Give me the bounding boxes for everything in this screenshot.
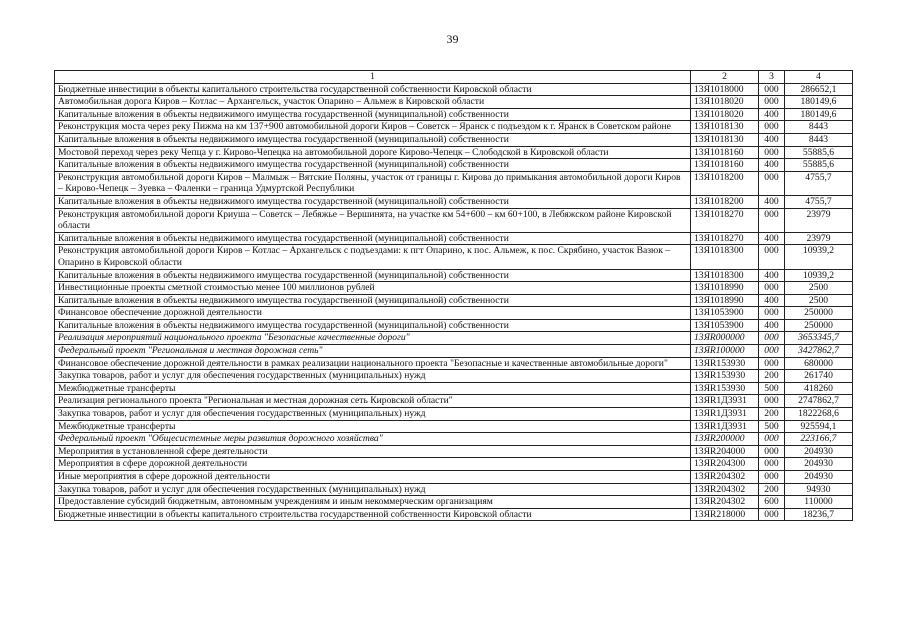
row-expense-type-cell: 000 — [759, 171, 785, 195]
table-row — [55, 195, 853, 208]
row-amount-cell: 8443 — [785, 121, 853, 134]
row-expense-type-cell: 000 — [759, 471, 785, 484]
row-expense-type-cell: 400 — [759, 294, 785, 307]
row-amount-cell: 250000 — [785, 319, 853, 332]
row-expense-type-cell: 000 — [759, 345, 785, 358]
table-row — [55, 508, 853, 521]
header-col-1: 1 — [55, 71, 691, 84]
row-name-cell: Реконструкция автомобильной дороги Криуша – Советск – Лебяжье – Вершинята, на участке км 54+600 – км 60+100, в Лебяжском районе Кировской области — [55, 208, 691, 232]
row-code-cell: 13Я1018130 — [691, 133, 759, 146]
row-name-cell: Федеральный проект "Региональная и местная дорожная сеть" — [55, 345, 691, 358]
row-amount-cell: 204930 — [785, 471, 853, 484]
row-amount-cell: 2500 — [785, 282, 853, 295]
row-expense-type-cell: 000 — [759, 433, 785, 446]
row-code-cell: 13Я1018160 — [691, 159, 759, 172]
table-row — [55, 483, 853, 496]
row-expense-type-cell: 000 — [759, 121, 785, 134]
row-amount-cell: 180149,6 — [785, 96, 853, 109]
table-row — [55, 332, 853, 345]
row-expense-type-cell: 500 — [759, 382, 785, 395]
row-name-cell: Реконструкция автомобильной дороги Киров – Котлас – Архангельск с подъездами: к пгт Опарино, к пос. Альмеж, к пос. Скрябино, участок Вазюк – Опарино в Кировской области — [55, 245, 691, 269]
row-amount-cell: 418260 — [785, 382, 853, 395]
row-expense-type-cell: 400 — [759, 159, 785, 172]
row-expense-type-cell: 000 — [759, 83, 785, 96]
row-code-cell: 13Я1018270 — [691, 232, 759, 245]
row-expense-type-cell: 000 — [759, 307, 785, 320]
row-expense-type-cell: 200 — [759, 370, 785, 383]
row-code-cell: 13ЯR200000 — [691, 433, 759, 446]
table-row — [55, 319, 853, 332]
row-code-cell: 13Я1018130 — [691, 121, 759, 134]
row-code-cell: 13ЯR218000 — [691, 508, 759, 521]
row-name-cell: Реконструкция автомобильной дороги Киров – Малмыж – Вятские Поляны, участок от границы г. Кирова до примыкания автомобильной дороги Киров – Кирово-Чепецк – Зуевка – Фаленки – граница Удмуртской Республики — [55, 171, 691, 195]
row-expense-type-cell: 000 — [759, 357, 785, 370]
row-amount-cell: 2747862,7 — [785, 395, 853, 408]
table-row — [55, 269, 853, 282]
table-row — [55, 83, 853, 96]
row-code-cell: 13Я1018200 — [691, 195, 759, 208]
row-amount-cell: 55885,6 — [785, 146, 853, 159]
row-code-cell: 13Я1018200 — [691, 171, 759, 195]
row-expense-type-cell: 000 — [759, 332, 785, 345]
row-name-cell: Мероприятия в установленной сфере деятельности — [55, 445, 691, 458]
header-col-3: 3 — [759, 71, 785, 84]
row-name-cell: Мостовой переход через реку Чепца у г. Кирово-Чепецка на автомобильной дороге Кирово-Чепецк – Слободской в Кировской области — [55, 146, 691, 159]
row-expense-type-cell: 000 — [759, 245, 785, 269]
row-name-cell: Реализация регионального проекта "Региональная и местная дорожная сеть Кировской области" — [55, 395, 691, 408]
row-name-cell: Мероприятия в сфере дорожной деятельности — [55, 458, 691, 471]
row-amount-cell: 23979 — [785, 208, 853, 232]
row-expense-type-cell: 000 — [759, 458, 785, 471]
row-name-cell: Бюджетные инвестиции в объекты капитального строительства государственной собственности Кировской области — [55, 83, 691, 96]
row-code-cell: 13ЯR000000 — [691, 332, 759, 345]
table-row — [55, 357, 853, 370]
row-amount-cell: 4755,7 — [785, 195, 853, 208]
row-amount-cell: 10939,2 — [785, 245, 853, 269]
row-expense-type-cell: 000 — [759, 508, 785, 521]
row-code-cell: 13Я1018020 — [691, 108, 759, 121]
row-amount-cell: 10939,2 — [785, 269, 853, 282]
table-row — [55, 245, 853, 269]
table-header-row — [55, 71, 853, 84]
row-amount-cell: 2500 — [785, 294, 853, 307]
row-amount-cell: 55885,6 — [785, 159, 853, 172]
row-expense-type-cell: 400 — [759, 232, 785, 245]
row-amount-cell: 94930 — [785, 483, 853, 496]
row-code-cell: 13ЯR100000 — [691, 345, 759, 358]
budget-table — [54, 70, 853, 521]
row-expense-type-cell: 400 — [759, 195, 785, 208]
row-amount-cell: 180149,6 — [785, 108, 853, 121]
row-code-cell: 13ЯR204300 — [691, 458, 759, 471]
row-amount-cell: 223166,7 — [785, 433, 853, 446]
header-col-4: 4 — [785, 71, 853, 84]
row-code-cell: 13ЯR153930 — [691, 357, 759, 370]
table-row — [55, 146, 853, 159]
row-expense-type-cell: 000 — [759, 146, 785, 159]
row-code-cell: 13Я1018300 — [691, 269, 759, 282]
table-row — [55, 445, 853, 458]
row-name-cell: Капитальные вложения в объекты недвижимого имущества государственной (муниципальной) собственности — [55, 294, 691, 307]
row-amount-cell: 4755,7 — [785, 171, 853, 195]
table-row — [55, 433, 853, 446]
row-expense-type-cell: 000 — [759, 208, 785, 232]
row-name-cell: Капитальные вложения в объекты недвижимого имущества государственной (муниципальной) собственности — [55, 195, 691, 208]
row-code-cell: 13ЯR204000 — [691, 445, 759, 458]
row-name-cell: Капитальные вложения в объекты недвижимого имущества государственной (муниципальной) собственности — [55, 133, 691, 146]
row-code-cell: 13ЯR204302 — [691, 483, 759, 496]
row-code-cell: 13Я1018270 — [691, 208, 759, 232]
row-expense-type-cell: 600 — [759, 496, 785, 509]
table-row — [55, 458, 853, 471]
table-row — [55, 307, 853, 320]
table-body — [55, 83, 853, 521]
table-row — [55, 294, 853, 307]
row-code-cell: 13Я1053900 — [691, 307, 759, 320]
row-amount-cell: 18236,7 — [785, 508, 853, 521]
row-name-cell: Федеральный проект "Общесистемные меры развития дорожного хозяйства" — [55, 433, 691, 446]
row-expense-type-cell: 000 — [759, 96, 785, 109]
row-code-cell: 13ЯR1Д3931 — [691, 408, 759, 421]
row-amount-cell: 23979 — [785, 232, 853, 245]
row-expense-type-cell: 200 — [759, 408, 785, 421]
row-amount-cell: 8443 — [785, 133, 853, 146]
row-name-cell: Капитальные вложения в объекты недвижимого имущества государственной (муниципальной) собственности — [55, 108, 691, 121]
row-name-cell: Капитальные вложения в объекты недвижимого имущества государственной (муниципальной) собственности — [55, 319, 691, 332]
row-amount-cell: 250000 — [785, 307, 853, 320]
row-expense-type-cell: 500 — [759, 420, 785, 433]
table-row — [55, 96, 853, 109]
row-code-cell: 13Я1018990 — [691, 294, 759, 307]
row-name-cell: Финансовое обеспечение дорожной деятельности в рамках реализации национального проекта "Безопасные и качественные автомобильные дороги" — [55, 357, 691, 370]
row-name-cell: Предоставление субсидий бюджетным, автономным учреждениям и иным некоммерческим организациям — [55, 496, 691, 509]
row-code-cell: 13Я1018990 — [691, 282, 759, 295]
row-code-cell: 13ЯR153930 — [691, 370, 759, 383]
table-row — [55, 232, 853, 245]
table-row — [55, 108, 853, 121]
row-name-cell: Капитальные вложения в объекты недвижимого имущества государственной (муниципальной) собственности — [55, 232, 691, 245]
row-expense-type-cell: 000 — [759, 395, 785, 408]
row-code-cell: 13Я1018300 — [691, 245, 759, 269]
row-name-cell: Иные мероприятия в сфере дорожной деятельности — [55, 471, 691, 484]
table-row — [55, 345, 853, 358]
page-number: 39 — [446, 32, 459, 46]
row-name-cell: Закупка товаров, работ и услуг для обеспечения государственных (муниципальных) нужд — [55, 370, 691, 383]
table-row — [55, 496, 853, 509]
row-amount-cell: 286652,1 — [785, 83, 853, 96]
row-expense-type-cell: 000 — [759, 282, 785, 295]
row-code-cell: 13ЯR204302 — [691, 496, 759, 509]
table-row — [55, 171, 853, 195]
row-amount-cell: 3427862,7 — [785, 345, 853, 358]
row-name-cell: Межбюджетные трансферты — [55, 382, 691, 395]
row-amount-cell: 3653345,7 — [785, 332, 853, 345]
row-code-cell: 13ЯR1Д3931 — [691, 420, 759, 433]
row-amount-cell: 261740 — [785, 370, 853, 383]
row-code-cell: 13ЯR1Д3931 — [691, 395, 759, 408]
row-expense-type-cell: 400 — [759, 108, 785, 121]
row-name-cell: Финансовое обеспечение дорожной деятельности — [55, 307, 691, 320]
row-expense-type-cell: 200 — [759, 483, 785, 496]
row-name-cell: Реализация мероприятий национального проекта "Безопасные качественные дороги" — [55, 332, 691, 345]
row-amount-cell: 925594,1 — [785, 420, 853, 433]
table-row — [55, 370, 853, 383]
row-name-cell: Закупка товаров, работ и услуг для обеспечения государственных (муниципальных) нужд — [55, 483, 691, 496]
table-row — [55, 282, 853, 295]
table-row — [55, 133, 853, 146]
row-expense-type-cell: 400 — [759, 269, 785, 282]
table-row — [55, 420, 853, 433]
row-name-cell: Автомобильная дорога Киров – Котлас – Архангельск, участок Опарино – Альмеж в Кировской области — [55, 96, 691, 109]
row-expense-type-cell: 000 — [759, 445, 785, 458]
row-code-cell: 13ЯR153930 — [691, 382, 759, 395]
row-code-cell: 13Я1018000 — [691, 83, 759, 96]
row-amount-cell: 204930 — [785, 445, 853, 458]
row-name-cell: Реконструкция моста через реку Пижма на км 137+900 автомобильной дороги Киров – Советск – Яранск с подъездом к г. Яранск в Советском районе — [55, 121, 691, 134]
row-name-cell: Капитальные вложения в объекты недвижимого имущества государственной (муниципальной) собственности — [55, 269, 691, 282]
header-col-2: 2 — [691, 71, 759, 84]
row-expense-type-cell: 400 — [759, 133, 785, 146]
row-code-cell: 13Я1018160 — [691, 146, 759, 159]
row-expense-type-cell: 400 — [759, 319, 785, 332]
row-code-cell: 13Я1053900 — [691, 319, 759, 332]
row-amount-cell: 110000 — [785, 496, 853, 509]
row-name-cell: Инвестиционные проекты сметной стоимостью менее 100 миллионов рублей — [55, 282, 691, 295]
table-row — [55, 121, 853, 134]
row-amount-cell: 1822268,6 — [785, 408, 853, 421]
row-amount-cell: 680000 — [785, 357, 853, 370]
row-name-cell: Межбюджетные трансферты — [55, 420, 691, 433]
row-name-cell: Закупка товаров, работ и услуг для обеспечения государственных (муниципальных) нужд — [55, 408, 691, 421]
row-name-cell: Капитальные вложения в объекты недвижимого имущества государственной (муниципальной) собственности — [55, 159, 691, 172]
row-amount-cell: 204930 — [785, 458, 853, 471]
row-code-cell: 13Я1018020 — [691, 96, 759, 109]
table-row — [55, 471, 853, 484]
row-name-cell: Бюджетные инвестиции в объекты капитального строительства государственной собственности Кировской области — [55, 508, 691, 521]
table-row — [55, 408, 853, 421]
table-row — [55, 208, 853, 232]
table-row — [55, 382, 853, 395]
table-row — [55, 159, 853, 172]
row-code-cell: 13ЯR204302 — [691, 471, 759, 484]
table-row — [55, 395, 853, 408]
